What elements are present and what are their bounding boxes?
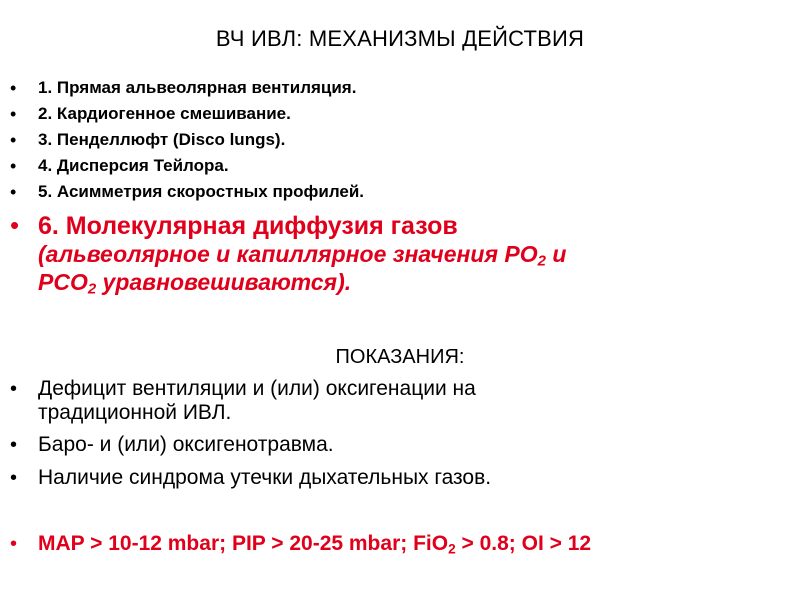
mechanism-text: 1. Прямая альвеолярная вентиляция. <box>38 78 357 97</box>
mechanism-6-line-3 <box>38 269 352 298</box>
bullet: • <box>10 533 18 555</box>
subscript: 2 <box>87 280 97 298</box>
bullet: • <box>10 210 20 240</box>
bullet: • <box>10 156 17 176</box>
indication-text: Баро- и (или) оксигенотравма. <box>38 433 334 456</box>
bullet: • <box>10 104 17 124</box>
criteria-text <box>38 532 788 556</box>
mechanism-text: 2. Кардиогенное смешивание. <box>38 104 291 123</box>
bullet: • <box>10 182 17 202</box>
mechanism-6-line-1: 6. Молекулярная диффузия газов <box>38 212 458 240</box>
indication-text: Наличие синдрома утечки дыхательных газов. <box>38 466 492 489</box>
bullet: • <box>10 130 17 150</box>
mechanism-6-line-2-text: (альвеолярное и капиллярное значения PO <box>38 241 538 267</box>
bullet: • <box>10 434 18 456</box>
bullet: • <box>10 378 18 400</box>
mechanism-text: 5. Асимметрия скоростных профилей. <box>38 182 365 201</box>
mechanism-6-line-3-text: PCO <box>38 269 88 295</box>
mechanism-text: 3. Пенделлюфт (Disco lungs). <box>38 130 286 149</box>
indication-line-1: Дефицит вентиляции и (или) оксигенации на <box>38 377 476 400</box>
mechanism-6-line-3-tail: уравновешиваются). <box>96 269 352 295</box>
bullet: • <box>10 467 18 489</box>
mechanism-6-line-2 <box>38 241 567 270</box>
mechanism-text: 4. Дисперсия Тейлора. <box>38 156 229 175</box>
mechanism-6-line-2-tail: и <box>545 241 567 267</box>
criteria-text-b: > 0.8; OI > 12 <box>455 532 592 555</box>
subscript: 2 <box>537 252 546 270</box>
subscript: 2 <box>448 541 456 557</box>
indication-line-2: традиционной ИВЛ. <box>38 401 232 424</box>
slide-title: ВЧ ИВЛ: МЕХАНИЗМЫ ДЕЙСТВИЯ <box>215 26 585 51</box>
criteria-text-a: MAP > 10-12 mbar; PIP > 20-25 mbar; FiO <box>38 532 449 555</box>
indication-text <box>38 377 788 425</box>
indications-title: ПОКАЗАНИЯ: <box>335 346 465 368</box>
bullet: • <box>10 78 17 98</box>
